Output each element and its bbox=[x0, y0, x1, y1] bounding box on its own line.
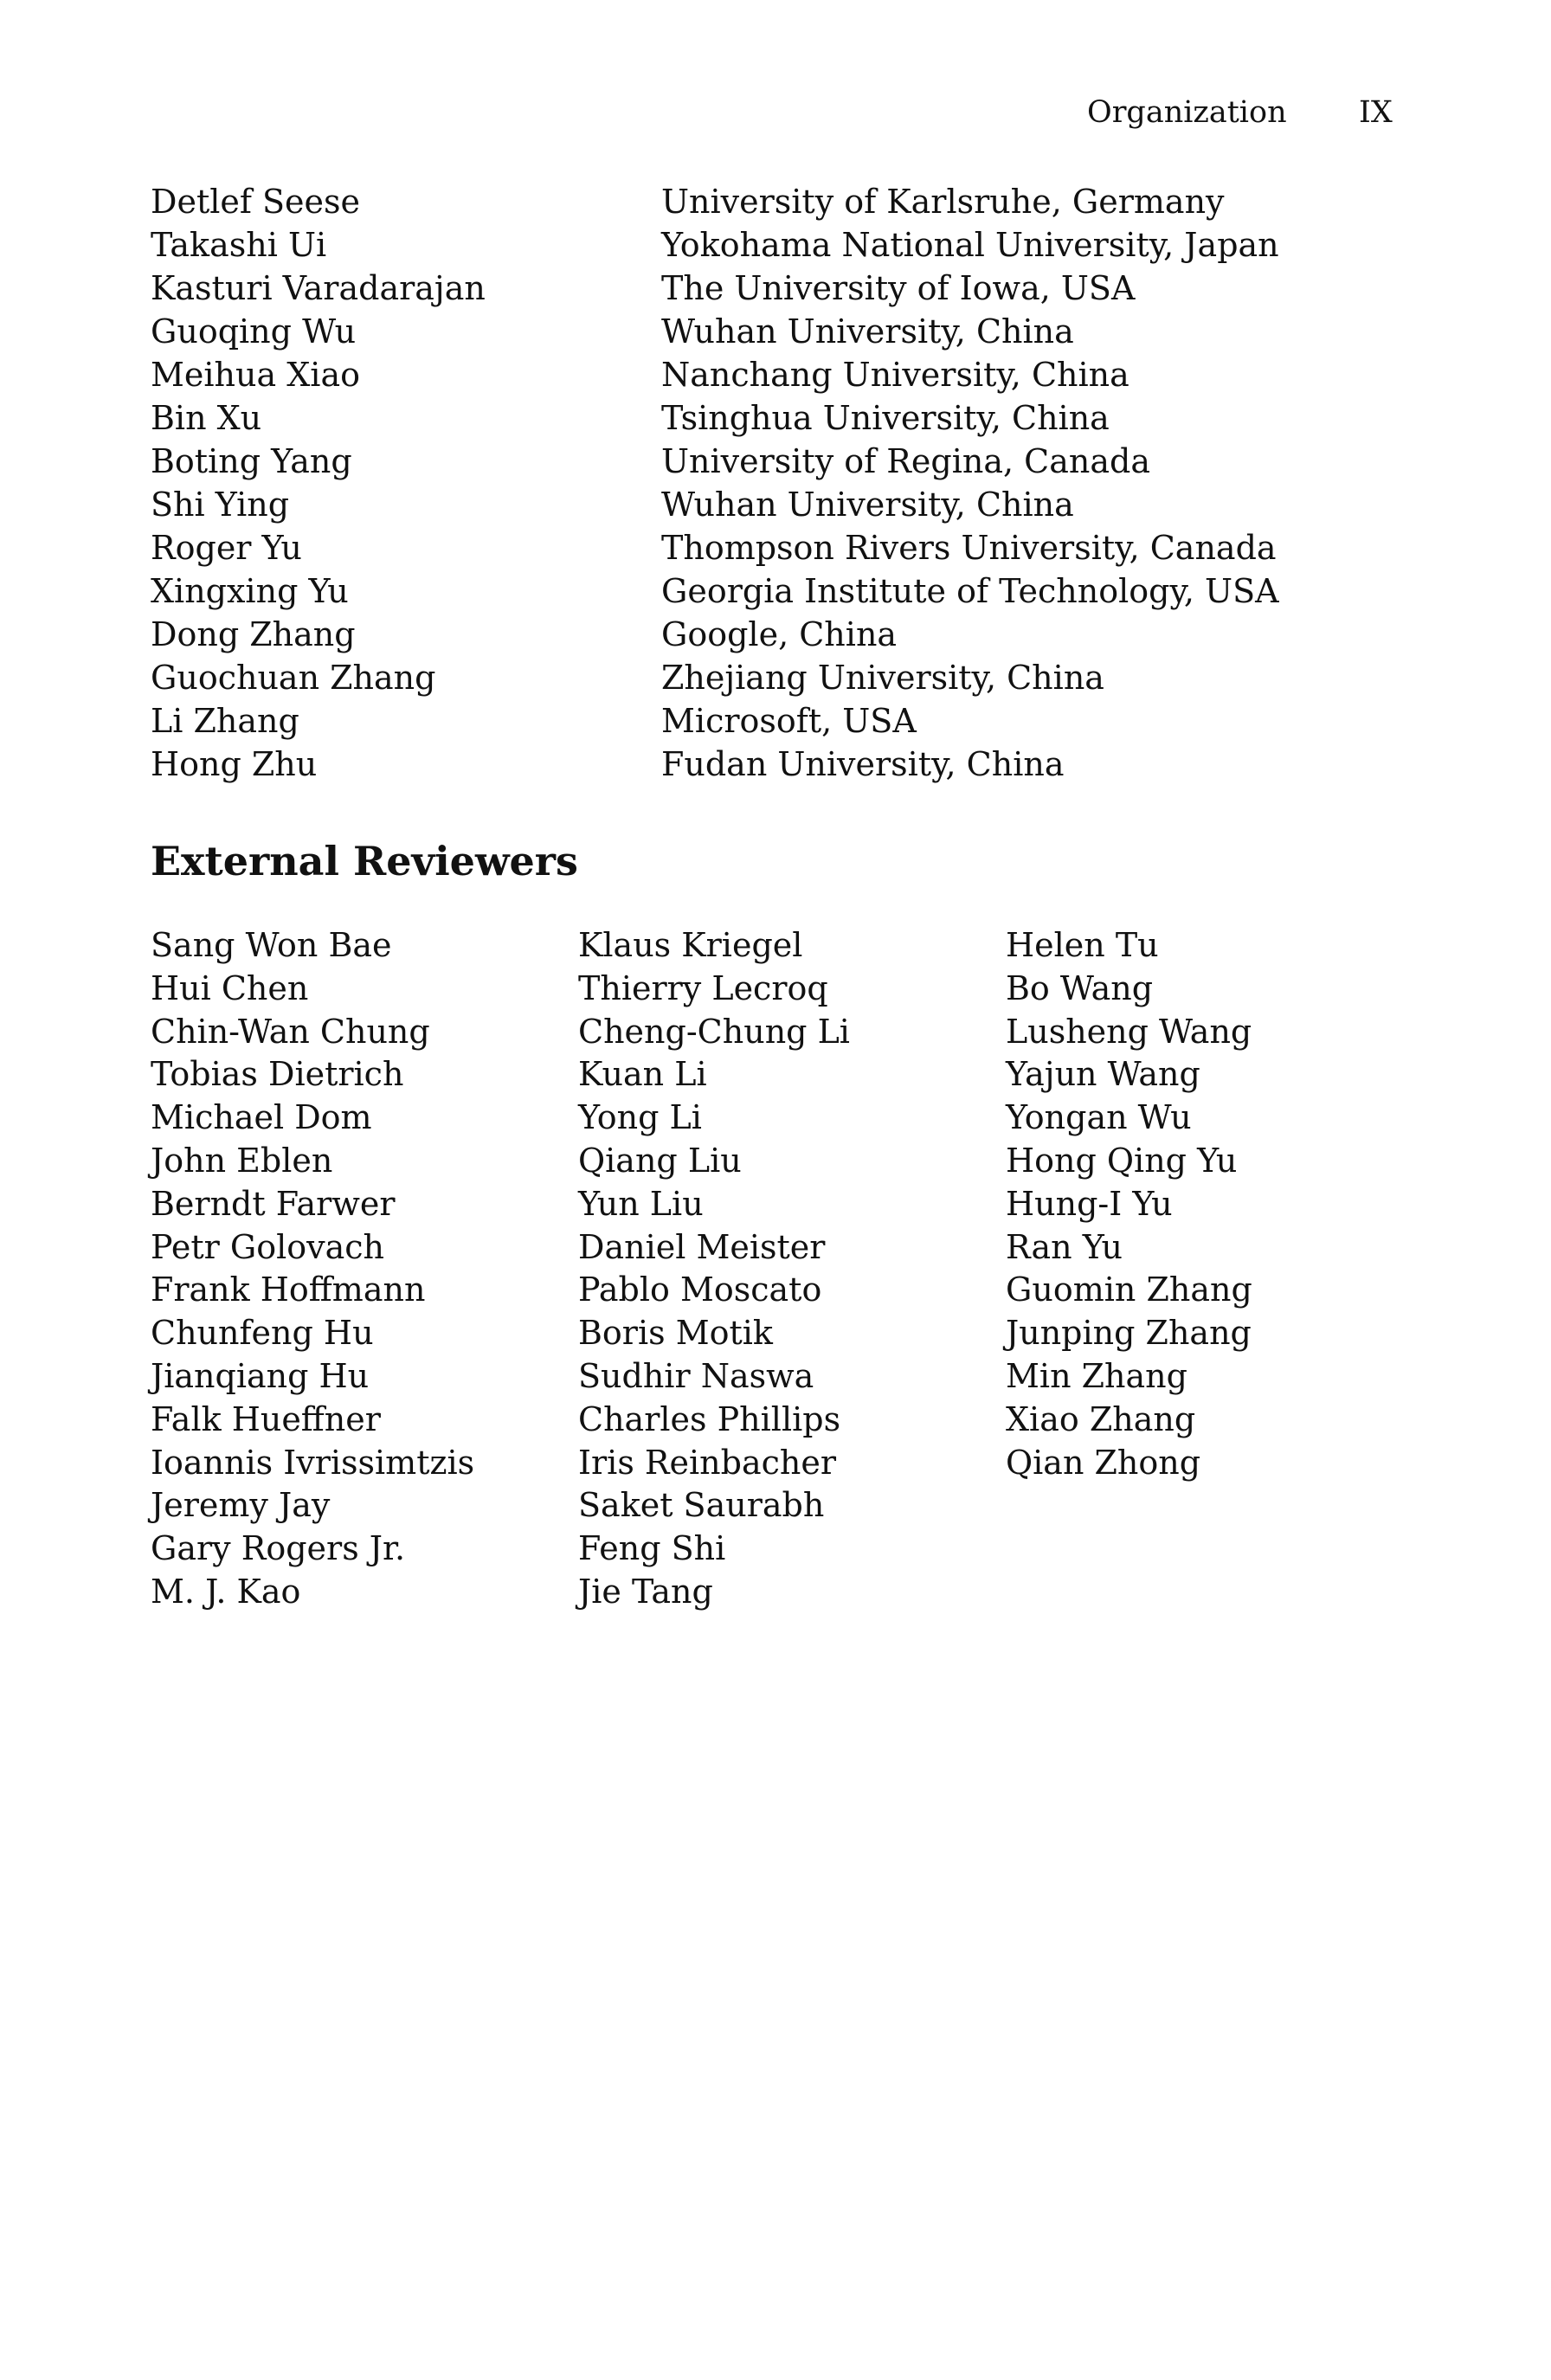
running-head bbox=[0, 95, 1551, 137]
committee-member bbox=[151, 310, 1380, 353]
member-name: Meihua Xiao bbox=[151, 356, 360, 394]
member-name: Detlef Seese bbox=[151, 183, 361, 221]
reviewer-name: Berndt Farwer bbox=[151, 1184, 396, 1223]
reviewer-name: Tobias Dietrich bbox=[151, 1055, 404, 1094]
reviewer-name: Pablo Moscato bbox=[578, 1270, 822, 1309]
reviewer-name: Yong Li bbox=[578, 1098, 702, 1137]
member-affiliation: Fudan University, China bbox=[661, 745, 1065, 783]
reviewer-column-1 bbox=[151, 924, 474, 1614]
reviewer-name: Thierry Lecroq bbox=[578, 968, 828, 1007]
reviewer-name: Yajun Wang bbox=[1006, 1055, 1200, 1094]
reviewer-name: Daniel Meister bbox=[578, 1227, 826, 1266]
reviewer-name: Qiang Liu bbox=[578, 1141, 742, 1180]
reviewer-name: Jie Tang bbox=[578, 1572, 713, 1611]
member-name: Roger Yu bbox=[151, 529, 302, 567]
reviewer-name: Klaus Kriegel bbox=[578, 926, 803, 964]
reviewer-name: Saket Saurabh bbox=[578, 1486, 825, 1525]
member-affiliation: Zhejiang University, China bbox=[661, 659, 1104, 697]
reviewer-name: Min Zhang bbox=[1006, 1356, 1187, 1395]
reviewer-name: Ran Yu bbox=[1006, 1227, 1123, 1266]
member-affiliation: University of Karlsruhe, Germany bbox=[661, 183, 1225, 221]
committee-member bbox=[151, 613, 1380, 656]
committee-member bbox=[151, 699, 1380, 743]
member-affiliation: University of Regina, Canada bbox=[661, 442, 1150, 480]
reviewer-name: Helen Tu bbox=[1006, 926, 1159, 964]
reviewer-name: Yongan Wu bbox=[1006, 1098, 1192, 1137]
committee-member bbox=[151, 569, 1380, 613]
reviewer-name: Qian Zhong bbox=[1006, 1443, 1201, 1482]
reviewer-name: Lusheng Wang bbox=[1006, 1012, 1252, 1051]
member-affiliation: Nanchang University, China bbox=[661, 356, 1129, 394]
reviewer-name: Frank Hoffmann bbox=[151, 1270, 426, 1309]
member-affiliation: The University of Iowa, USA bbox=[661, 269, 1136, 307]
reviewer-name: Yun Liu bbox=[578, 1184, 704, 1223]
reviewer-name: John Eblen bbox=[151, 1141, 333, 1180]
member-name: Shi Ying bbox=[151, 486, 290, 524]
member-affiliation: Wuhan University, China bbox=[661, 486, 1074, 524]
committee-member bbox=[151, 440, 1380, 483]
reviewer-column-3 bbox=[1006, 924, 1252, 1484]
reviewer-name: Iris Reinbacher bbox=[578, 1443, 837, 1482]
committee-member bbox=[151, 483, 1380, 526]
reviewer-name: Michael Dom bbox=[151, 1098, 372, 1137]
reviewer-name: Boris Motik bbox=[578, 1314, 773, 1353]
reviewer-name: Hung-I Yu bbox=[1006, 1184, 1173, 1223]
reviewer-name: Feng Shi bbox=[578, 1529, 726, 1568]
reviewer-name: Petr Golovach bbox=[151, 1227, 385, 1266]
committee-list bbox=[151, 180, 1380, 786]
reviewer-name: Sang Won Bae bbox=[151, 926, 392, 964]
reviewer-column-2 bbox=[578, 924, 850, 1614]
committee-member bbox=[151, 180, 1380, 223]
reviewer-name: Hui Chen bbox=[151, 968, 309, 1007]
member-name: Takashi Ui bbox=[151, 226, 327, 264]
reviewer-name: Xiao Zhang bbox=[1006, 1399, 1196, 1438]
external-reviewers-heading: External Reviewers bbox=[151, 838, 578, 884]
reviewer-name: Jeremy Jay bbox=[151, 1486, 331, 1525]
reviewer-name: Chin-Wan Chung bbox=[151, 1012, 430, 1051]
member-name: Dong Zhang bbox=[151, 615, 356, 653]
committee-member bbox=[151, 743, 1380, 786]
reviewer-name: Guomin Zhang bbox=[1006, 1270, 1252, 1309]
member-name: Guochuan Zhang bbox=[151, 659, 436, 697]
committee-member bbox=[151, 267, 1380, 310]
reviewer-name: Chunfeng Hu bbox=[151, 1314, 374, 1353]
member-affiliation: Thompson Rivers University, Canada bbox=[661, 529, 1277, 567]
member-affiliation: Tsinghua University, China bbox=[661, 399, 1110, 437]
member-name: Xingxing Yu bbox=[151, 572, 349, 610]
member-name: Guoqing Wu bbox=[151, 312, 357, 351]
member-name: Kasturi Varadarajan bbox=[151, 269, 486, 307]
committee-member bbox=[151, 396, 1380, 440]
member-name: Hong Zhu bbox=[151, 745, 318, 783]
committee-member bbox=[151, 223, 1380, 267]
reviewer-name: Cheng-Chung Li bbox=[578, 1012, 850, 1051]
member-affiliation: Georgia Institute of Technology, USA bbox=[661, 572, 1279, 610]
reviewer-name: Falk Hueffner bbox=[151, 1399, 381, 1438]
member-affiliation: Wuhan University, China bbox=[661, 312, 1074, 351]
reviewer-name: Charles Phillips bbox=[578, 1399, 841, 1438]
member-affiliation: Yokohama National University, Japan bbox=[661, 226, 1279, 264]
reviewer-name: Sudhir Naswa bbox=[578, 1356, 814, 1395]
reviewer-name: M. J. Kao bbox=[151, 1572, 301, 1611]
committee-member bbox=[151, 656, 1380, 699]
running-title: Organization bbox=[1087, 95, 1287, 130]
member-name: Boting Yang bbox=[151, 442, 352, 480]
reviewer-name: Hong Qing Yu bbox=[1006, 1141, 1238, 1180]
reviewer-name: Kuan Li bbox=[578, 1055, 707, 1094]
reviewer-name: Jianqiang Hu bbox=[151, 1356, 370, 1395]
reviewer-name: Ioannis Ivrissimtzis bbox=[151, 1443, 475, 1482]
reviewer-name: Junping Zhang bbox=[1006, 1314, 1252, 1353]
committee-member bbox=[151, 526, 1380, 569]
member-affiliation: Google, China bbox=[661, 615, 898, 653]
member-affiliation: Microsoft, USA bbox=[661, 702, 917, 740]
member-name: Li Zhang bbox=[151, 702, 299, 740]
reviewer-name: Bo Wang bbox=[1006, 968, 1154, 1007]
page-number: IX bbox=[1359, 95, 1393, 130]
committee-member bbox=[151, 353, 1380, 396]
reviewer-name: Gary Rogers Jr. bbox=[151, 1529, 406, 1568]
member-name: Bin Xu bbox=[151, 399, 262, 437]
